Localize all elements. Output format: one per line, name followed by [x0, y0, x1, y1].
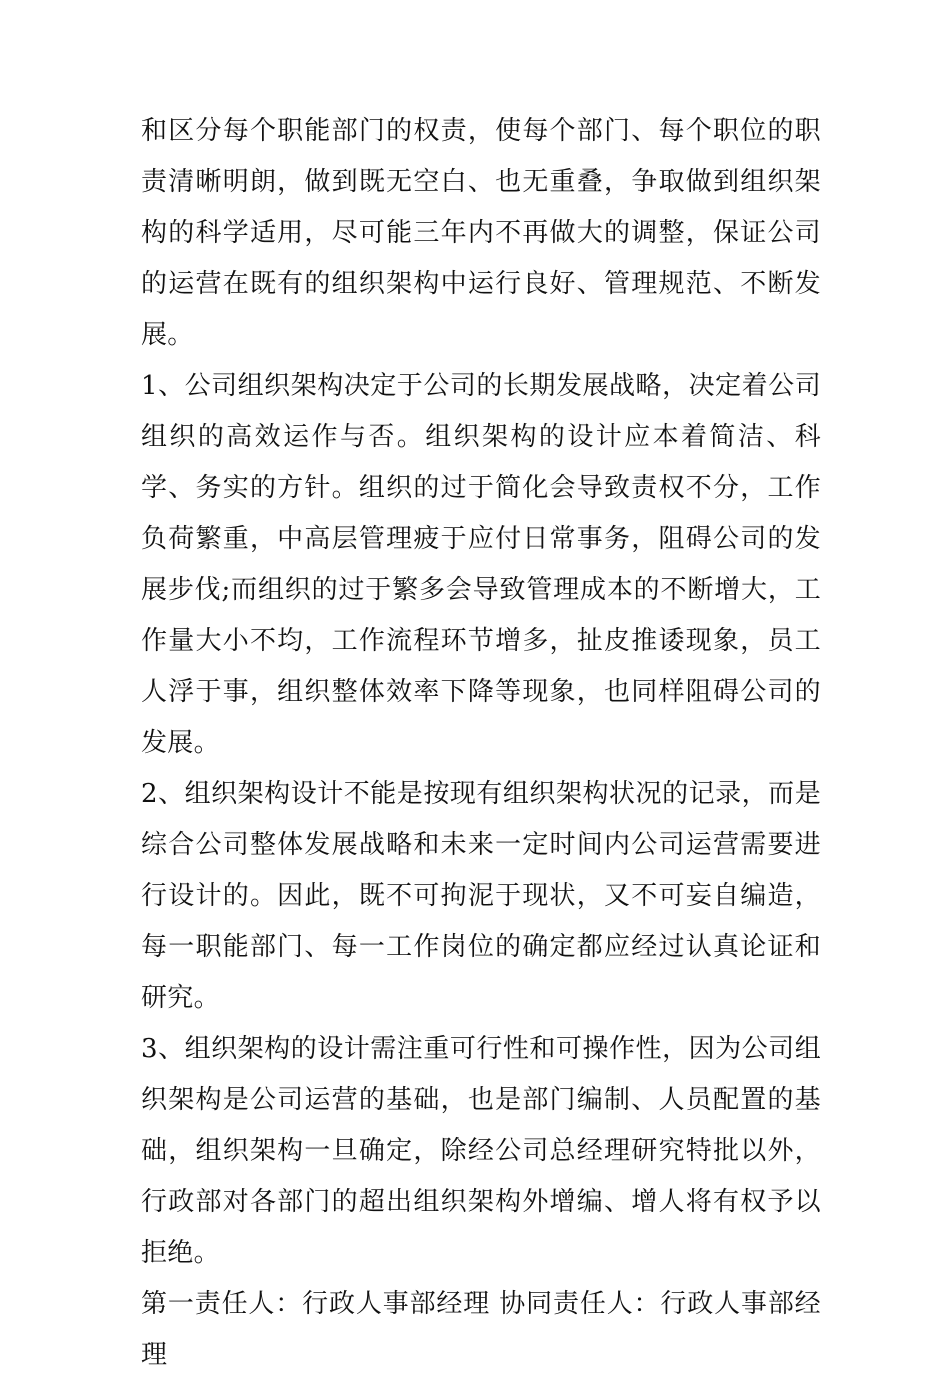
paragraph-intro: 和区分每个职能部门的权责，使每个部门、每个职位的职责清晰明朗，做到既无空白、也无重叠，争取做到组织架构的科学适用，尽可能三年内不再做大的调整，保证公司的运营在既有的组织架构中运行良好、管理规范、不断发展。 [141, 116, 821, 350]
paragraph-item-3: 3、组织架构的设计需注重可行性和可操作性，因为公司组织架构是公司运营的基础，也是部门编制、人员配置的基础，组织架构一旦确定，除经公司总经理研究特批以外，行政部对各部门的超出组织架构外增编、增人将有权予以拒绝。 [141, 1034, 821, 1268]
paragraph-item-1: 1、公司组织架构决定于公司的长期发展战略，决定着公司组织的高效运作与否。组织架构的设计应本着简洁、科学、务实的方针。组织的过于简化会导致责权不分，工作负荷繁重，中高层管理疲于应付日常事务，阻碍公司的发展步伐;而组织的过于繁多会导致管理成本的不断增大，工作量大小不均，工作流程环节增多，扯皮推诿现象，员工人浮于事，组织整体效率下降等现象，也同样阻碍公司的发展。 [141, 371, 821, 758]
paragraph-item-2: 2、组织架构设计不能是按现有组织架构状况的记录，而是综合公司整体发展战略和未来一定时间内公司运营需要进行设计的。因此，既不可拘泥于现状，又不可妄自编造，每一职能部门、每一工作岗位的确定都应经过认真论证和研究。 [141, 779, 821, 1013]
paragraph-responsibility: 第一责任人：行政人事部经理 协同责任人：行政人事部经理 [141, 1289, 821, 1370]
document-body [141, 106, 821, 1381]
